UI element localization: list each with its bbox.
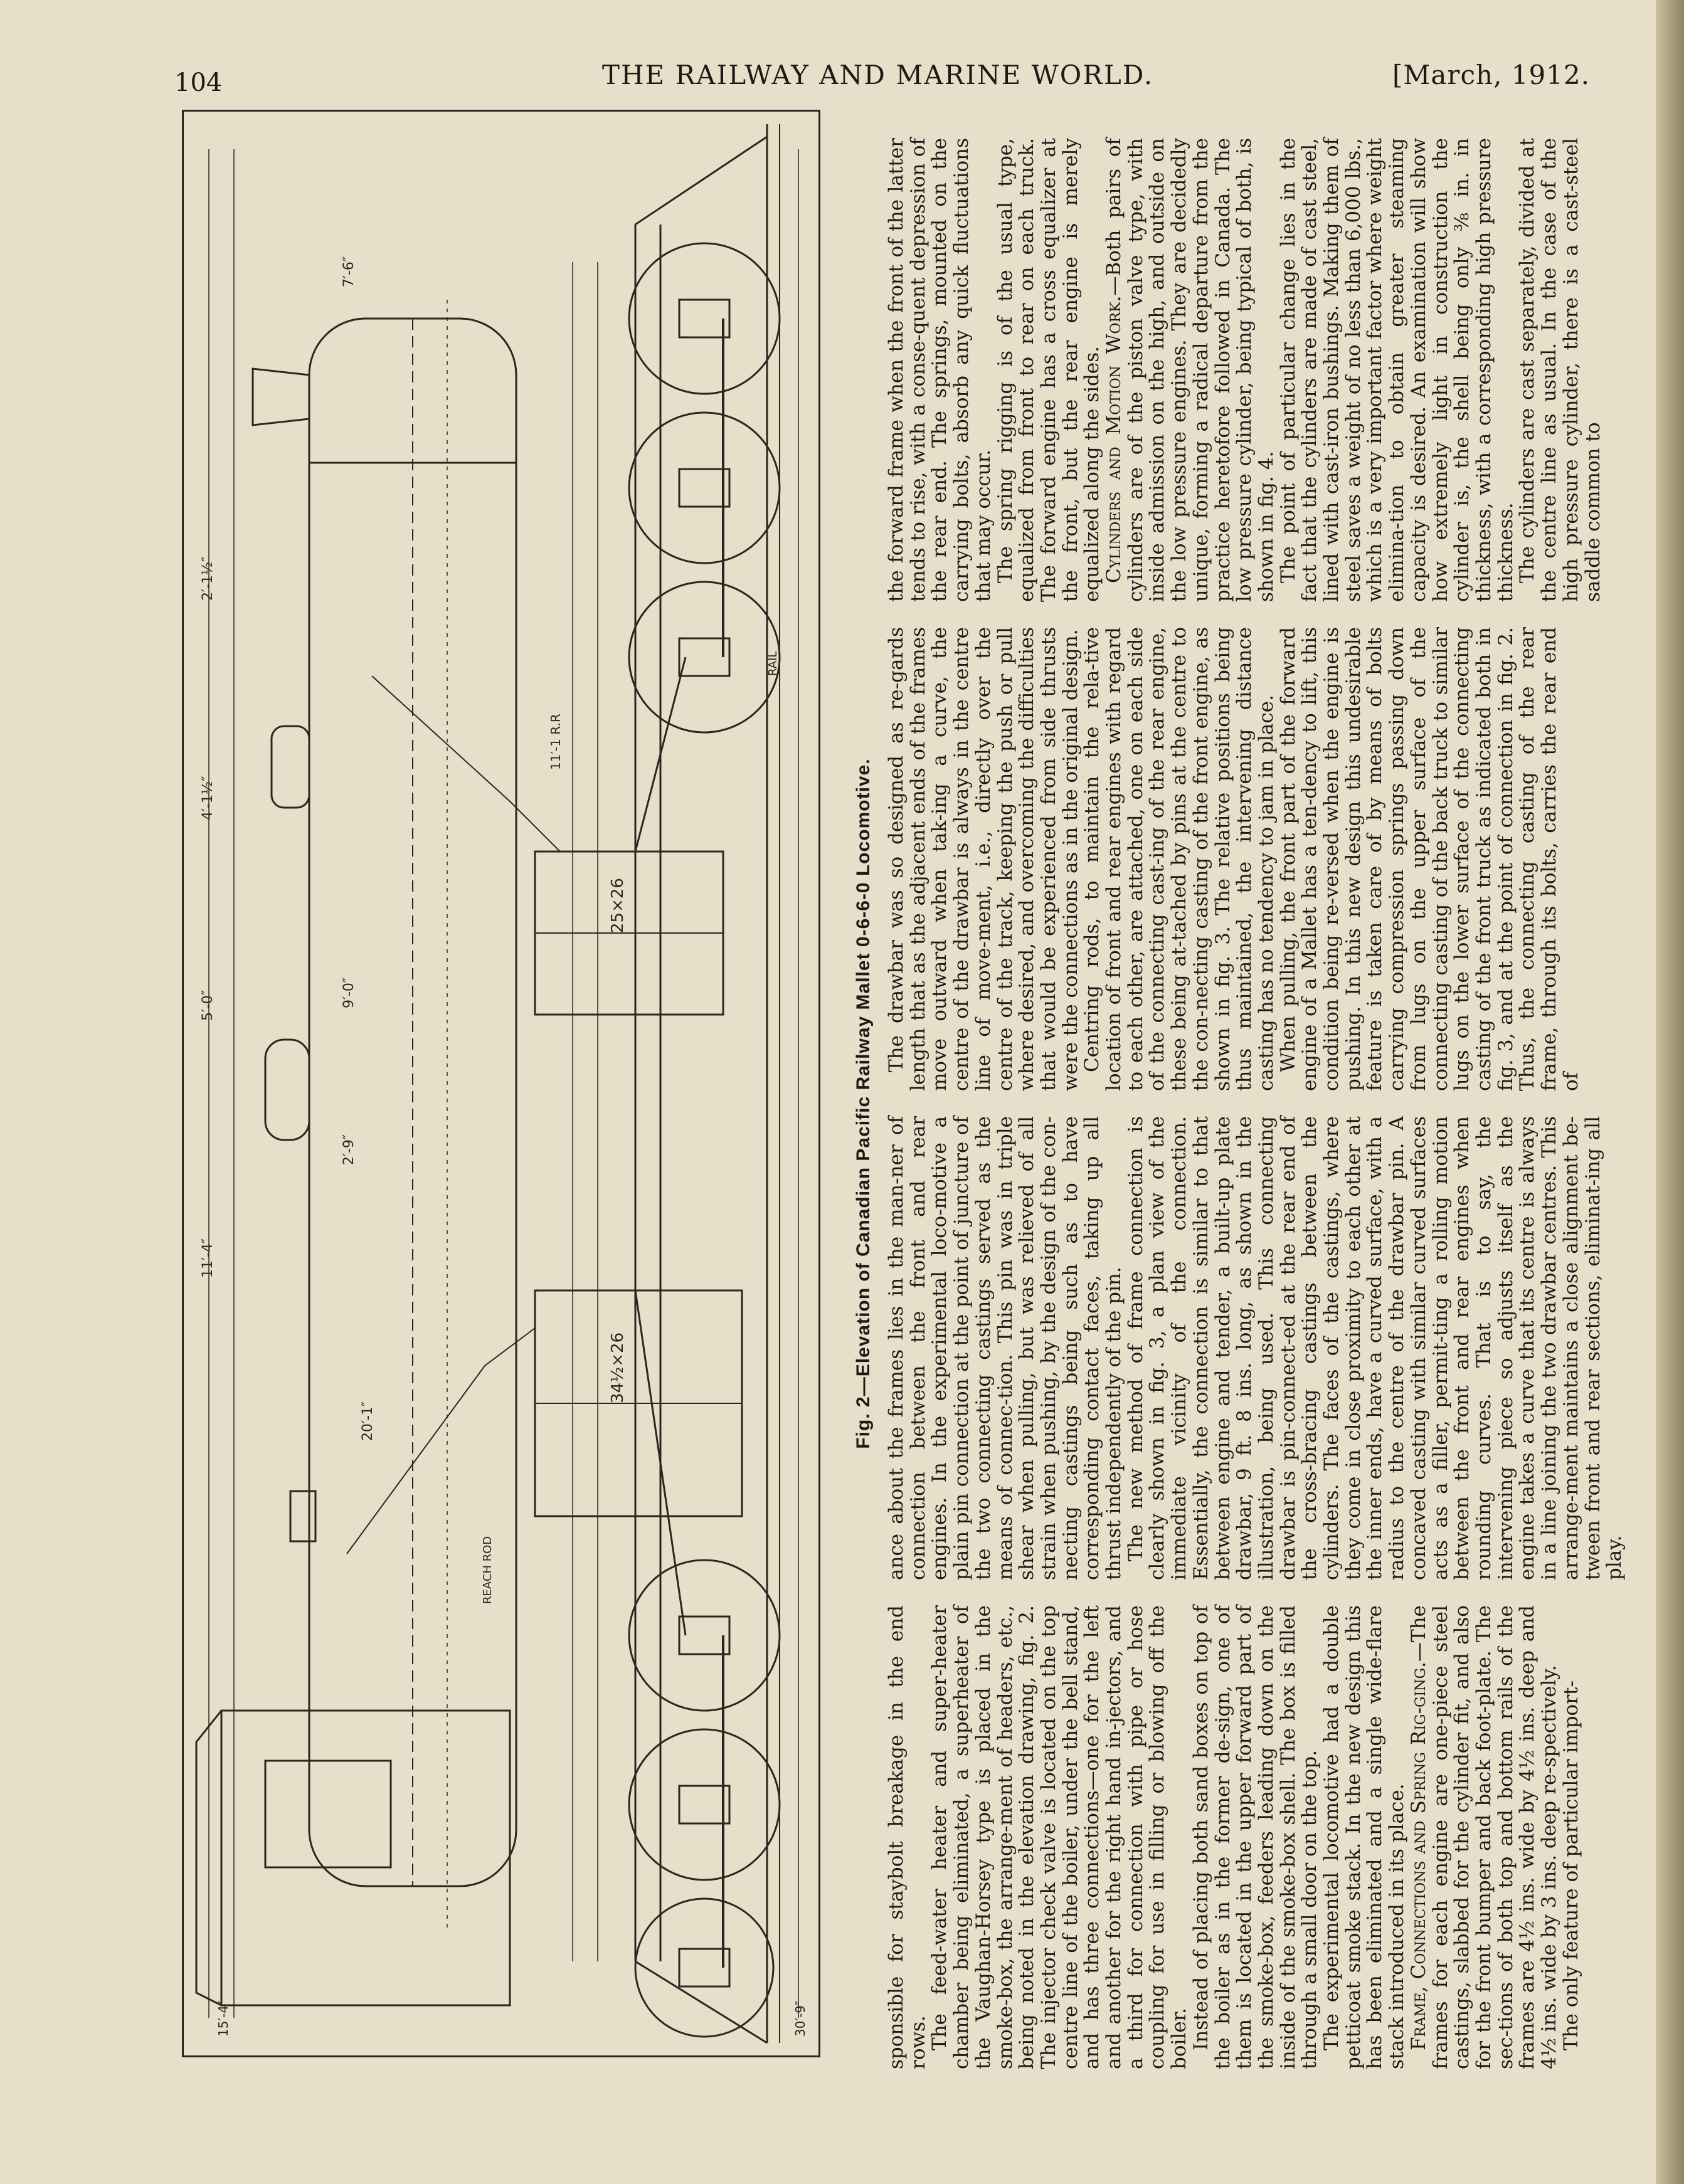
paragraph: The feed-water heater and super-heater chamber being eliminated, a superheater of the Vaughan-Horsey type is placed in the smoke-box, the arrange-ment of headers, etc., being noted in the elevation drawing, fig. 2. The injector check valve is located on the top centre line of the boiler, under the bell stand, and has three connections—one for the left and another for the right hand in-jectors, and a third for connection with pipe or hose coupling for use in filling or blowing off the boiler. (928, 1605, 1191, 2069)
article-column-3 (886, 627, 1582, 1091)
wheel-rear-3 (635, 1899, 773, 2037)
dim-label: 30′-9″ (793, 2000, 808, 2037)
paragraph: sponsible for staybolt breakage in the end rows. (885, 1605, 929, 2069)
paragraph: The new method of frame connection is clearly shown in fig. 3, a plan view of the immediate vicinity of the connection. Essentially, the connection is similar to that between engine and tender, a built-up plate drawbar, 9 ft. 8 ins. long, as shown in the illustration, being used. This connecting drawbar is pin-connect-ed at the rear end of the cross-bracing castings between the cylinders. The faces of the castings, where they come in close proximity to each other at the inner ends, have a curved surface, with a radius to the centre of the drawbar pin. A concaved casting with similar curved surfaces acts as a filler, permit-ting a rolling motion between the front and rear engines when rounding curves. That is to say, the intervening piece so adjusts itself as the engine takes a curve that its centre is always in a line joining the two drawbar centres. This arrange-ment maintains a close alignment be-tween front and rear sections, eliminat-ing all play. (1124, 1116, 1626, 1580)
paragraph: ance about the frames lies in the man-ner of connection between the front and rear engines. In the experimental loco-motive a plain pin connection at the point of juncture of the two connecting castings served as the means of connec-tion. This pin was in triple shear when pulling, but was relieved of all strain when pushing, by the design of the con-necting castings being such as to have corresponding contact faces, taking up all thrust independently of the pin. (885, 1116, 1126, 1580)
rear-drawgear (635, 1961, 767, 2043)
dim-label: 20′-1″ (360, 1401, 376, 1441)
rail-label: RAIL (766, 651, 780, 676)
wheel-front-2 (629, 413, 780, 563)
paragraph: Centring rods, to maintain the rela-tive location of front and rear engines with regard to each other, are attached, one on each side of the connecting cast-ing of the rear engine, these being at-tached by pins at the centre to the con-necting casting of the front engine, as shown in fig. 3. The relative positions being thus maintained, the intervening distance casting has no tendency to jam in place. (1081, 627, 1278, 1091)
page-number: 104 (174, 68, 223, 97)
paragraph: The only feature of particular import- (1559, 1680, 1582, 2050)
dim-label: 7′-6″ (341, 256, 357, 287)
paragraph: Instead of placing both sand boxes on top of the boiler as in the former de-sign, one of them is located in the upper forward part of the smoke-box, feeders leading down on the inside of the smoke-box shell. The box is filled through a small door on the top. (1189, 1605, 1321, 2069)
issue-date: [March, 1912. (1392, 60, 1591, 90)
paragraph: When pulling, the front part of the forward engine of a Mallet has a ten-dency to lift, this condition being re-versed when the engine is pushing. In this new design this undesirable feature is taken care of by means of bolts carrying compression springs passing down from lugs on the upper surface of the connecting casting of the back truck to similar lugs on the lower surface of the connecting casting of the front truck as indicated both in fig. 3, and at the point of connection in fig. 2. Thus, the connecting casting of the rear frame, through its bolts, carries the rear end of (1276, 627, 1582, 1091)
paragraph: The point of particular change lies in the fact that the cylinders are made of cast steel, lined with cast-iron bushings. Making them of steel saves a weight of no less than 6,000 lbs., which is a very important factor where weight elimina-tion to obtain greater steaming capacity is desired. An examination will show how extremely light in construction the cylinder is, the shell being only ⅜ in. in thickness, with a corresponding high pressure thickness. (1276, 138, 1517, 602)
reach-rod-label: REACH ROD (481, 1536, 494, 1604)
dim-label: 4′-1½″ (200, 776, 216, 820)
dim-label: 11′-4″ (200, 1238, 216, 1278)
paragraph: The spring rigging is of the usual type, equalized from front to rear on each truck. The forward engine has a cross equalizer at the front, but the rear engine is merely equalized along the sides. (993, 138, 1104, 602)
section-heading: Cylinders and Motion Work.— (1103, 276, 1126, 583)
sand-dome (272, 726, 309, 808)
dim-label: 2′-9″ (341, 1134, 357, 1165)
article-columns (885, 138, 1626, 2069)
dim-label: 2′-1½″ (200, 556, 216, 601)
paragraph-with-heading (1103, 138, 1278, 602)
page-header (0, 60, 1656, 97)
paragraph: the forward frame when the front of the latter tends to rise, with a conse-quent depression of the rear end. The springs, mounted on the carrying bolts, absorb any quick fluctuations that may occur. (885, 138, 995, 602)
paragraph-body: The frames for each engine are one-piece steel castings, slabbed for the cylinder fit, and also for the front bumper and back foot-plate. The sec-tions of both top and bottom rails of the frames are 4½ ins. wide by 4½ ins. deep and 4½ ins. wide by 3 ins. deep re-spectively. (1407, 1605, 1561, 2069)
wheel-rear-2 (629, 1729, 780, 1880)
wheel-front-1 (629, 243, 780, 394)
paragraph: The drawbar was so designed as re-gards length that as the adjacent ends of the frames move outward when tak-ing a curve, the centre of the drawbar is always in the centre line of move-ment, i.e., directly over the centre of the track, keeping the push or pull where desired, and overcoming the difficulties that would be experienced from side thrusts were the connections as in the original design. (885, 627, 1082, 1091)
smoke-stack (253, 369, 309, 425)
journal-title: THE RAILWAY AND MARINE WORLD. (602, 60, 1154, 90)
paragraph-with-heading (1408, 1605, 1560, 2069)
safety-valve (290, 1491, 315, 1541)
locomotive-drawing-svg (184, 112, 818, 2055)
cab-window (265, 1761, 391, 1867)
article-column-1 (886, 1605, 1582, 2069)
locomotive-elevation-drawing (182, 110, 820, 2057)
dim-label: 9′-0″ (341, 977, 357, 1008)
rotated-text-block (853, 138, 1626, 2069)
paragraph: The cylinders are cast separately, divided at the centre line as usual. In the case of the high pressure cylinder, there is a cast-steel saddle common to (1516, 138, 1604, 602)
steam-dome (265, 1040, 309, 1140)
section-heading: Frame, Connections and Spring Rig-ging.— (1407, 1642, 1430, 2050)
dim-label: 5′-0″ (200, 989, 216, 1021)
paragraph-body: Both pairs of cylinders are of the piston valve type, with inside admission on the high, and outside on the low pressure engines. They are decidedly unique, forming a radical departure from the practice heretofore followed in Canada. The low pressure cylinder, being typical of both, is shown in fig. 4. (1103, 138, 1278, 602)
wheel-rear-1 (629, 1560, 780, 1711)
lp-cylinder-label: 34½×26 (608, 1332, 627, 1403)
wheel-front-3 (629, 582, 780, 732)
dim-label: 15′-4″ (216, 2000, 231, 2037)
article-column-2 (885, 1116, 1626, 1580)
paragraph: The experimental locomotive had a double petticoat smoke stack. In the new design this has been eliminated and a single wide-flare stack introduced in its place. (1320, 1605, 1409, 2069)
hp-cylinder-label: 25×26 (608, 878, 627, 933)
page-edge (1656, 0, 1684, 2184)
dim-label: 11′-1 R.R (548, 714, 563, 770)
pilot-outline (635, 137, 767, 224)
article-column-4 (885, 138, 1604, 602)
figure-caption: Fig. 2—Elevation of Canadian Pacific Railway Mallet 0-6-6-0 Locomotive. (853, 758, 874, 1449)
